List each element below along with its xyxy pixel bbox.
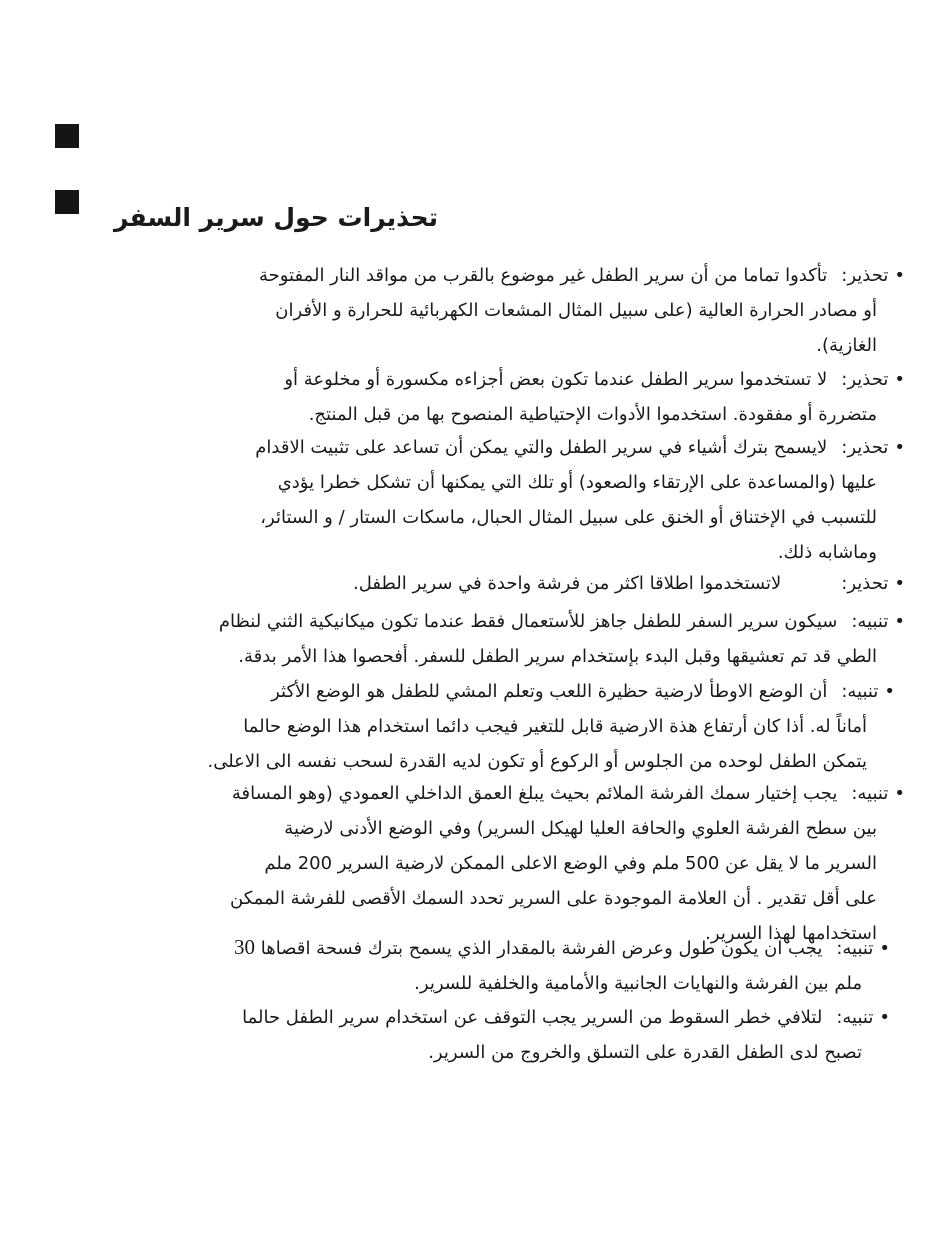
bullet-icon: • [894, 611, 905, 632]
item-label: تنبيه: [851, 783, 889, 804]
square-marker-icon [55, 124, 79, 148]
item-line: ملم بين الفرشة والنهايات الجانبية والأمامية والخلفية للسرير. [414, 973, 862, 994]
bullet-icon: • [884, 681, 895, 702]
item-text: تأكدوا تماما من أن سرير الطفل غير موضوع بالقرب من مواقد النار المفتوحة [258, 265, 828, 286]
item-line: استخدامها لهذا السرير. [705, 923, 877, 944]
item-text: لتلافي خطر السقوط من السرير يجب التوقف عن استخدام سرير الطفل حالما [242, 1007, 823, 1028]
list-item-caution-4 [90, 930, 890, 1001]
item-text: لايسمح بترك أشياء في سرير الطفل والتي يمكن أن تساعد على تثبيت الاقدام [255, 437, 828, 458]
item-line: على أقل تقدير . أن العلامة الموجودة على السرير تحدد السمك الأقصى للفرشة الممكن [230, 888, 877, 909]
item-line: بين سطح الفرشة العلوي والحافة العليا لهيكل السرير) وفي الوضع الأدنى لارضية [284, 818, 877, 839]
item-text: يجب إختيار سمك الفرشة الملائم بحيث يبلغ العمق الداخلي العمودي (وهو المسافة [231, 783, 838, 804]
item-line: وماشابه ذلك. [777, 542, 877, 563]
item-text: لاتستخدموا اطلاقا اكثر من فرشة واحدة في سرير الطفل. [353, 573, 782, 594]
bullet-icon: • [894, 265, 905, 286]
item-line: السرير ما لا يقل عن 500 ملم وفي الوضع الاعلى الممكن لارضية السرير 200 ملم [264, 853, 877, 874]
item-line: الطي قد تم تعشيقها وقبل البدء بإستخدام سرير الطفل للسفر. أفحصوا هذا الأمر بدقة. [238, 646, 877, 667]
bullet-icon: • [894, 369, 905, 390]
item-line: للتسبب في الإختناق أو الخنق على سبيل المثال الحبال، ماسكات الستار / و الستائر، [260, 507, 877, 528]
item-line [125, 258, 905, 293]
item-line [105, 674, 895, 709]
list-item-warning-1 [125, 258, 905, 363]
list-item-caution-2 [105, 674, 895, 779]
item-line [75, 776, 905, 811]
bullet-icon: • [894, 437, 905, 458]
item-line [125, 430, 905, 465]
item-text: يجب ان يكون طول وعرض الفرشة بالمقدار الذي يسمح بترك فسحة اقصاها [260, 938, 823, 959]
item-label: تنبيه: [836, 1007, 874, 1028]
item-line: أو مصادر الحرارة العالية (على سبيل المثال المشعات الكهربائية للحرارة و الأفران [275, 300, 877, 321]
item-line: أماناً له. أذا كان أرتفاع هذة الارضية قابل للتغير فيجب دائما استخدام هذا الوضع حالما [243, 716, 867, 737]
item-text: أن الوضع الاوطأ لارضية حظيرة اللعب وتعلم المشي للطفل هو الوضع الأكثر [271, 681, 828, 702]
list-item-caution-5 [90, 1000, 890, 1070]
square-marker-icon [55, 190, 79, 214]
page-title: تحذيرات حول سرير السفر [114, 203, 438, 232]
list-item-caution-1 [105, 604, 905, 674]
item-label: تحذير: [841, 265, 889, 286]
item-line [105, 604, 905, 639]
item-line: يتمكن الطفل لوحده من الجلوس أو الركوع أو تكون لديه القدرة لسحب نفسه الى الاعلى. [207, 751, 867, 772]
item-text: سيكون سرير السفر للطفل جاهز للأستعمال فقط عندما تكون ميكانيكية الثني لنظام [218, 611, 838, 632]
item-number: 30 [234, 935, 256, 959]
bullet-icon: • [879, 1007, 890, 1028]
item-label: تنبيه: [841, 681, 879, 702]
bullet-icon: • [894, 573, 905, 594]
item-label: تنبيه: [836, 938, 874, 959]
item-line [90, 1000, 890, 1035]
item-line: متضررة أو مفقودة. استخدموا الأدوات الإحتياطية المنصوح بها من قبل المنتج. [308, 404, 877, 425]
item-label: تحذير: [841, 437, 889, 458]
item-label: تنبيه: [851, 611, 889, 632]
list-item-warning-2 [125, 362, 905, 432]
item-text: لا تستخدموا سرير الطفل عندما تكون بعض أجزاءه مكسورة أو مخلوعة أو [284, 369, 828, 390]
list-item-caution-3 [75, 776, 905, 951]
item-line [90, 930, 890, 966]
list-item-warning-3 [125, 430, 905, 570]
item-line [125, 362, 905, 397]
item-line [125, 566, 905, 601]
list-item-warning-4 [125, 566, 905, 601]
bullet-icon: • [894, 783, 905, 804]
item-label: تحذير: [841, 573, 889, 594]
item-line: تصبح لدى الطفل القدرة على التسلق والخروج من السرير. [428, 1042, 862, 1063]
item-line: عليها (والمساعدة على الإرتقاء والصعود) أو تلك التي يمكنها أن تشكل خطرا يؤدي [277, 472, 877, 493]
bullet-icon: • [879, 938, 890, 959]
item-line: الغازية). [816, 335, 877, 356]
item-label: تحذير: [841, 369, 889, 390]
